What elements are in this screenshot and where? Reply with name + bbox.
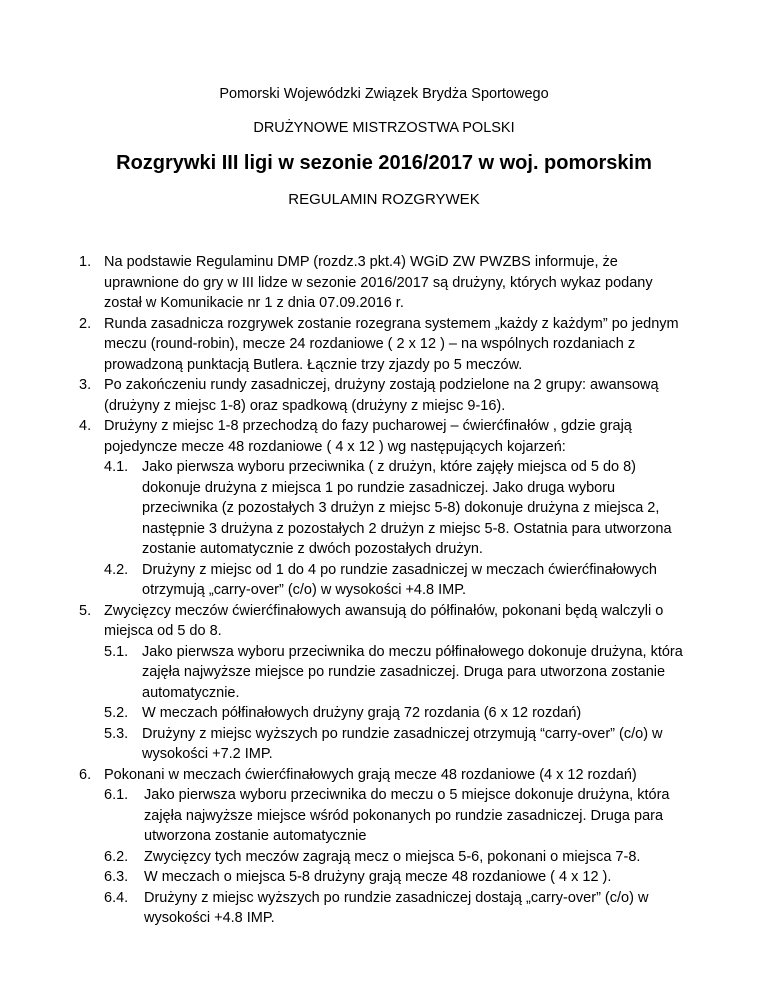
subrule-item xyxy=(104,457,688,560)
subrule-text: Drużyny z miejsc od 1 do 4 po rundzie zasadniczej w meczach ćwierćfinałowych otrzymują „carry-over” (c/o) w wysokości +4.8 IMP. xyxy=(142,561,657,598)
subrule-text: Jako pierwsza wyboru przeciwnika do meczu o 5 miejsce dokonuje drużyna, która zajęła najwyższe miejsce wśród pokonanych po rundzie zasadniczej. Druga para utworzona zostanie automatycznie xyxy=(144,787,670,844)
subrule-number: 4.1. xyxy=(104,459,129,475)
rule-number: 2. xyxy=(79,315,92,332)
document-subtitle: REGULAMIN ROZGRYWEK xyxy=(288,191,480,208)
rule-item xyxy=(0,314,768,376)
subrule-item xyxy=(104,888,688,929)
rule-text: Runda zasadnicza rozgrywek zostanie rozegrana systemem „każdy z każdym” po jednym meczu (round-robin), mecze 24 rozdaniowe ( 2 x 12 ) – na wspólnych rozdaniach z prowadzoną punktacją Butlera. Łącznie trzy zjazdy po 5 meczów. xyxy=(104,315,679,373)
subrule-list xyxy=(104,642,688,765)
rule-text: Po zakończeniu rundy zasadniczej, drużyny zostają podzielone na 2 grupy: awansową (drużyny z miejsc 1-8) oraz spadkową (drużyny z miejsc 9-16). xyxy=(104,377,659,414)
rule-text: Zwycięzcy meczów ćwierćfinałowych awansują do półfinałów, pokonani będą walczyli o miejsca od 5 do 8. xyxy=(104,602,664,639)
rule-item xyxy=(0,252,768,314)
subrule-item xyxy=(104,560,688,601)
subrule-number: 6.3. xyxy=(104,869,129,885)
subrule-number: 6.1. xyxy=(104,787,129,803)
document-title: Rozgrywki III ligi w sezonie 2016/2017 w woj. pomorskim xyxy=(116,152,652,174)
rule-number: 4. xyxy=(79,418,92,434)
subrule-number: 4.2. xyxy=(104,561,129,578)
subrule-number: 6.4. xyxy=(104,889,129,906)
subrule-text: Jako pierwsza wyboru przeciwnika do meczu półfinałowego dokonuje drużyna, która zajęła najwyższe miejsce po rundzie zasadniczej. Druga para utworzona zostanie automatycznie. xyxy=(142,643,683,701)
subrule-list xyxy=(104,785,688,929)
rule-item xyxy=(0,765,768,929)
subrule-text: W meczach półfinałowych drużyny grają 72 rozdania (6 x 12 rozdań) xyxy=(142,705,582,721)
rule-item xyxy=(0,601,768,765)
rule-number: 5. xyxy=(79,602,92,619)
organization-name: Pomorski Wojewódzki Związek Brydża Sportowego xyxy=(219,86,549,102)
subrule-text: Drużyny z miejsc wyższych po rundzie zasadniczej dostają „carry-over” (c/o) w wysokości +4.8 IMP. xyxy=(144,889,649,926)
subrule-item xyxy=(104,867,688,888)
subrule-item xyxy=(104,847,688,868)
rule-item xyxy=(0,375,768,416)
subrule-text: Jako pierwsza wyboru przeciwnika ( z drużyn, które zajęły miejsca od 5 do 8) dokonuje drużyna z miejsca 1 po rundzie zasadniczej. Jako druga wyboru przeciwnika (z pozostałych 3 drużyn z miejsc 5-8) dokonuje drużyna z miejsca 2, następnie 3 drużyna z pozostałych 2 drużyn z miejsc 5-8. Ostatnia para utworzona zostanie automatycznie z dwóch pozostałych drużyn. xyxy=(142,459,672,557)
subrule-item xyxy=(104,642,688,704)
subrule-text: Zwycięzcy tych meczów zagrają mecz o miejsca 5-6, pokonani o miejsca 7-8. xyxy=(144,848,641,865)
rules-list xyxy=(0,252,768,929)
subrule-text: W meczach o miejsca 5-8 drużyny grają mecze 48 rozdaniowe ( 4 x 12 ). xyxy=(144,869,612,885)
subrule-item xyxy=(104,785,688,847)
subrule-number: 5.1. xyxy=(104,643,129,660)
rule-item xyxy=(0,416,768,601)
rule-number: 6. xyxy=(79,766,92,783)
subrule-list xyxy=(104,457,688,601)
rule-number: 3. xyxy=(79,377,92,393)
rule-text: Pokonani w meczach ćwierćfinałowych grają mecze 48 rozdaniowe (4 x 12 rozdań) xyxy=(104,766,637,783)
subrule-item xyxy=(104,703,688,724)
subrule-text: Drużyny z miejsc wyższych po rundzie zasadniczej otrzymują “carry-over” (c/o) w wysokości +7.2 IMP. xyxy=(142,725,663,762)
subrule-number: 5.3. xyxy=(104,725,129,742)
competition-name: DRUŻYNOWE MISTRZOSTWA POLSKI xyxy=(253,120,515,136)
subrule-number: 6.2. xyxy=(104,848,129,865)
rule-number: 1. xyxy=(79,254,92,270)
rule-text: Na podstawie Regulaminu DMP (rozdz.3 pkt.4) WGiD ZW PWZBS informuje, że uprawnione do gry w III lidze w sezonie 2016/2017 są drużyny, których wykaz podany został w Komunikacie nr 1 z dnia 07.09.2016 r. xyxy=(104,254,653,311)
subrule-number: 5.2. xyxy=(104,705,129,721)
rule-text: Drużyny z miejsc 1-8 przechodzą do fazy pucharowej – ćwierćfinałów , gdzie grają pojedyncze mecze 48 rozdaniowe ( 4 x 12 ) wg następujących kojarzeń: xyxy=(104,418,632,455)
subrule-item xyxy=(104,724,688,765)
